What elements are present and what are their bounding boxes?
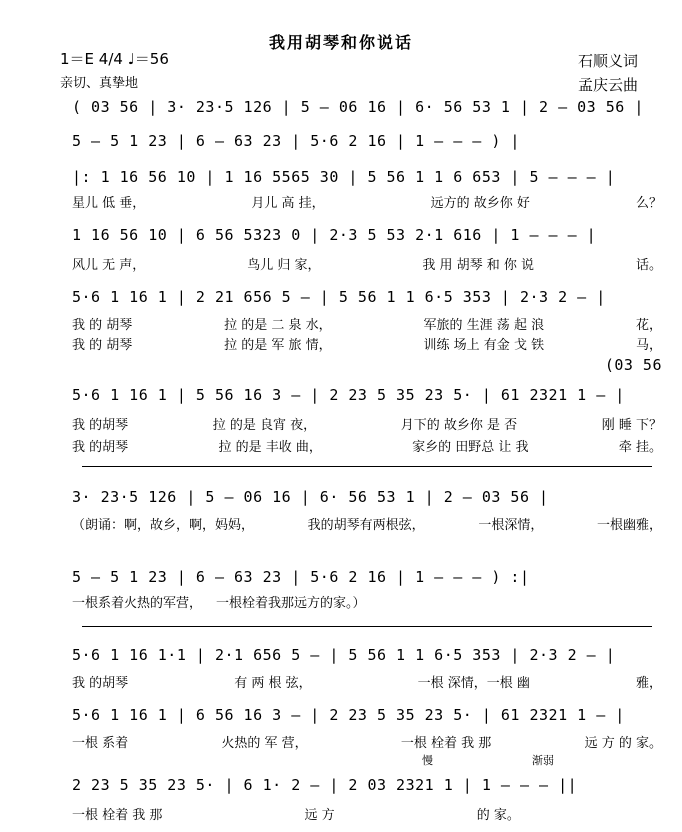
numbered-notes: 5·6 1 16 1 | 6 56 16 3 — | 2 23 5 35 23 5· | 61 2321 1 — | <box>72 706 625 724</box>
lyric-line <box>72 672 662 691</box>
lyric-phrase: 雅， <box>635 676 662 691</box>
lyric-line-verse2 <box>72 334 662 353</box>
lyric-phrase: 月下的 故乡你 是 否 <box>400 418 518 433</box>
lyric-phrase: 一根系着火热的军营， <box>72 596 203 611</box>
lyric-phrase: 一根 系着 <box>72 736 129 751</box>
lyric-phrase: 我 用 胡琴 和 你 说 <box>422 258 535 273</box>
lyric-line <box>72 414 662 433</box>
lyric-phrase: 我 的 胡琴 <box>72 338 133 353</box>
lyric-phrase: 一根深情， <box>478 518 544 533</box>
numbered-notes: 5·6 1 16 1 | 5 56 16 3 — | 2 23 5 35 23 5· | 61 2321 1 — | <box>72 386 625 404</box>
lyric-phrase: 我的胡琴有两根弦， <box>307 518 425 533</box>
lyric-phrase: 花， <box>635 318 662 333</box>
numbered-notes: ( 03 56 | 3· 23·5 126 | 5 — 06 16 | 6· 56 53 1 | 2 — 03 56 | <box>72 98 644 116</box>
section-bracket-line <box>82 626 652 627</box>
lyric-phrase: 一根 栓着 我 那 <box>400 736 492 751</box>
numbered-notes: 5·6 1 16 1·1 | 2·1 656 5 — | 5 56 1 1 6·5 353 | 2·3 2 — | <box>72 646 616 664</box>
lyric-phrase: 话。 <box>635 258 662 273</box>
lyric-phrase: 军旅的 生涯 荡 起 浪 <box>423 318 545 333</box>
repeat-intro-aside: (03 56 <box>604 356 662 374</box>
score-system <box>72 484 662 510</box>
numbered-notes: 2 23 5 35 23 5· | 6 1· 2 — | 2 03 2321 1 | 1 — — — || <box>72 776 578 794</box>
score-system <box>72 284 662 310</box>
lyric-phrase: 鸟儿 归 家， <box>247 258 321 273</box>
expression-mark: 亲切、真挚地 <box>60 76 139 91</box>
lyricist-credit: 石顺义词 <box>578 52 639 70</box>
lyric-phrase: 家乡的 田野总 让 我 <box>412 440 529 455</box>
score-system <box>72 772 662 798</box>
lyric-phrase: 我 的胡琴 <box>72 418 129 433</box>
lyric-phrase: 么？ <box>635 196 662 211</box>
lyric-phrase: 远方的 故乡你 好 <box>430 196 530 211</box>
score-system <box>72 222 662 248</box>
lyric-phrase: 有 两 根 弦， <box>234 676 312 691</box>
numbered-notes: 5 — 5 1 23 | 6 — 63 23 | 5·6 2 16 | 1 — — — ) :| <box>72 568 530 586</box>
lyric-phrase: 我 的胡琴 <box>72 676 129 691</box>
lyric-line <box>72 254 662 273</box>
lyric-phrase: 远 方 <box>304 808 335 823</box>
numbered-notes: 5·6 1 16 1 | 2 21 656 5 — | 5 56 1 1 6·5 353 | 2·3 2 — | <box>72 288 606 306</box>
lyric-line <box>72 804 662 823</box>
lyric-line <box>72 314 662 333</box>
lyric-phrase: 刚 睡 下？ <box>601 418 662 433</box>
lyric-phrase: 风儿 无 声， <box>72 258 146 273</box>
lyric-phrase: 一根栓着我那远方的家。） <box>216 596 366 611</box>
recitation-line <box>72 514 662 533</box>
score-system <box>72 382 662 408</box>
key-tempo: 1＝E 4/4 ♩＝56 <box>60 50 169 68</box>
lyric-phrase: 一根幽雅， <box>596 518 662 533</box>
score-system <box>72 94 662 120</box>
lyric-phrase: 拉 的是 二 泉 水， <box>224 318 332 333</box>
score-system <box>72 128 662 154</box>
lyric-phrase: 火热的 军 营， <box>221 736 308 751</box>
lyric-phrase: 一根 深情，一根 幽 <box>417 676 530 691</box>
numbered-notes: 3· 23·5 126 | 5 — 06 16 | 6· 56 53 1 | 2 — 03 56 | <box>72 488 549 506</box>
section-bracket-line <box>82 466 652 467</box>
lyric-line <box>72 192 662 211</box>
lyric-phrase: 马， <box>635 338 662 353</box>
lyric-phrase: 拉 的是 军 旅 情， <box>224 338 332 353</box>
lyric-phrase: 一根 栓着 我 那 <box>72 808 163 823</box>
lyric-phrase: 拉 的是 良宵 夜， <box>212 418 317 433</box>
dynamic-mark-diminuendo: 渐弱 <box>532 754 554 767</box>
lyric-phrase: 远 方 的 家。 <box>584 736 662 751</box>
score-system <box>72 702 662 728</box>
notation-score <box>72 0 662 832</box>
lyric-phrase: 训练 场上 有金 戈 铁 <box>423 338 545 353</box>
recitation-line <box>72 592 662 611</box>
numbered-notes: 5 — 5 1 23 | 6 — 63 23 | 5·6 2 16 | 1 — — — ) | <box>72 132 520 150</box>
numbered-notes: 1 16 56 10 | 6 56 5323 0 | 2·3 5 53 2·1 616 | 1 — — — | <box>72 226 597 244</box>
tempo-mark-slow: 慢 <box>422 754 433 767</box>
lyric-phrase: 我 的 胡琴 <box>72 318 133 333</box>
score-system <box>72 642 662 668</box>
lyric-phrase: 月儿 高 挂， <box>251 196 325 211</box>
song-title: 我用胡琴和你说话 <box>268 33 413 52</box>
lyric-phrase: 星儿 低 垂， <box>72 196 146 211</box>
numbered-notes: |: 1 16 56 10 | 1 16 5565 30 | 5 56 1 1 6 653 | 5 — — — | <box>72 168 616 186</box>
lyric-phrase: 我 的胡琴 <box>72 440 129 455</box>
composer-credit: 孟庆云曲 <box>578 76 639 94</box>
lyric-line <box>72 732 662 751</box>
lyric-phrase: 牵 挂。 <box>618 440 662 455</box>
lyric-phrase: 拉 的是 丰收 曲， <box>218 440 322 455</box>
score-system <box>72 164 662 190</box>
lyric-phrase: 的 家。 <box>476 808 520 823</box>
lyric-phrase: （朗诵：啊，故乡，啊，妈妈， <box>72 518 255 533</box>
lyric-line-verse2 <box>72 436 662 455</box>
score-system <box>72 564 662 590</box>
